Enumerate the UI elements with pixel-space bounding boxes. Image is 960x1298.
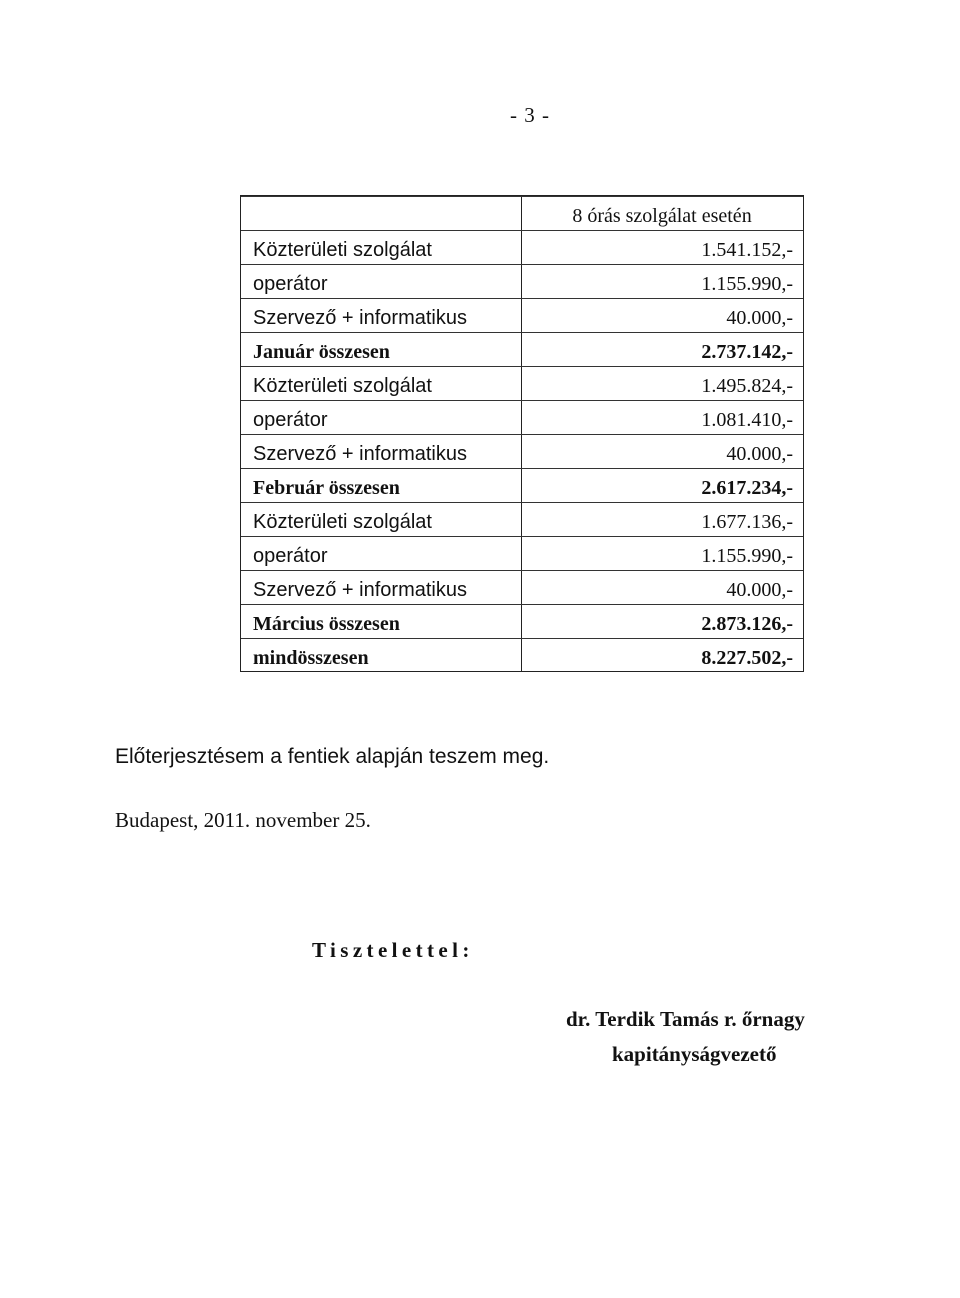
table-row [241,434,803,468]
row-label: Közterületi szolgálat [253,239,432,261]
row-value: 40.000,- [726,307,793,329]
proposal-paragraph: Előterjesztésem a fentiek alapján teszem meg. [115,745,550,768]
row-label: Szervező + informatikus [253,307,467,329]
signatory-title: kapitányságvezető [612,1042,777,1066]
table-row [241,264,803,298]
cost-table [240,195,804,672]
row-value: 2.873.126,- [701,613,793,635]
row-value: 1.081.410,- [701,409,793,431]
row-label: Közterületi szolgálat [253,511,432,533]
row-value: 40.000,- [726,579,793,601]
row-value: 40.000,- [726,443,793,465]
row-label: operátor [253,273,328,295]
row-label: Január összesen [253,341,390,363]
page-number: - 3 - [510,103,550,127]
table-row [241,502,803,536]
row-label: Szervező + informatikus [253,579,467,601]
row-value: 1.155.990,- [701,545,793,567]
row-label: Február összesen [253,477,400,499]
row-label: Március összesen [253,613,400,635]
table-row [241,230,803,264]
table-row-subtotal [241,468,803,502]
table-row [241,366,803,400]
signatory-name: dr. Terdik Tamás r. őrnagy [566,1007,805,1031]
table-header-row [241,196,803,230]
date-line: Budapest, 2011. november 25. [115,808,371,832]
table-header-value: 8 órás szolgálat esetén [572,205,752,227]
row-value: 2.737.142,- [701,341,793,363]
row-label: Közterületi szolgálat [253,375,432,397]
row-value: 1.495.824,- [701,375,793,397]
table-row-subtotal [241,604,803,638]
row-label: operátor [253,545,328,567]
table-row-subtotal [241,332,803,366]
table-row [241,570,803,604]
row-value: 8.227.502,- [701,647,793,669]
row-value: 2.617.234,- [701,477,793,499]
table-row-grand-total [241,638,803,672]
row-label: Szervező + informatikus [253,443,467,465]
row-value: 1.677.136,- [701,511,793,533]
row-value: 1.541.152,- [701,239,793,261]
row-label: mindösszesen [253,647,369,669]
table-row [241,298,803,332]
closing-salutation: Tisztelettel: [312,938,474,962]
table-row [241,400,803,434]
row-value: 1.155.990,- [701,273,793,295]
row-label: operátor [253,409,328,431]
table-row [241,536,803,570]
